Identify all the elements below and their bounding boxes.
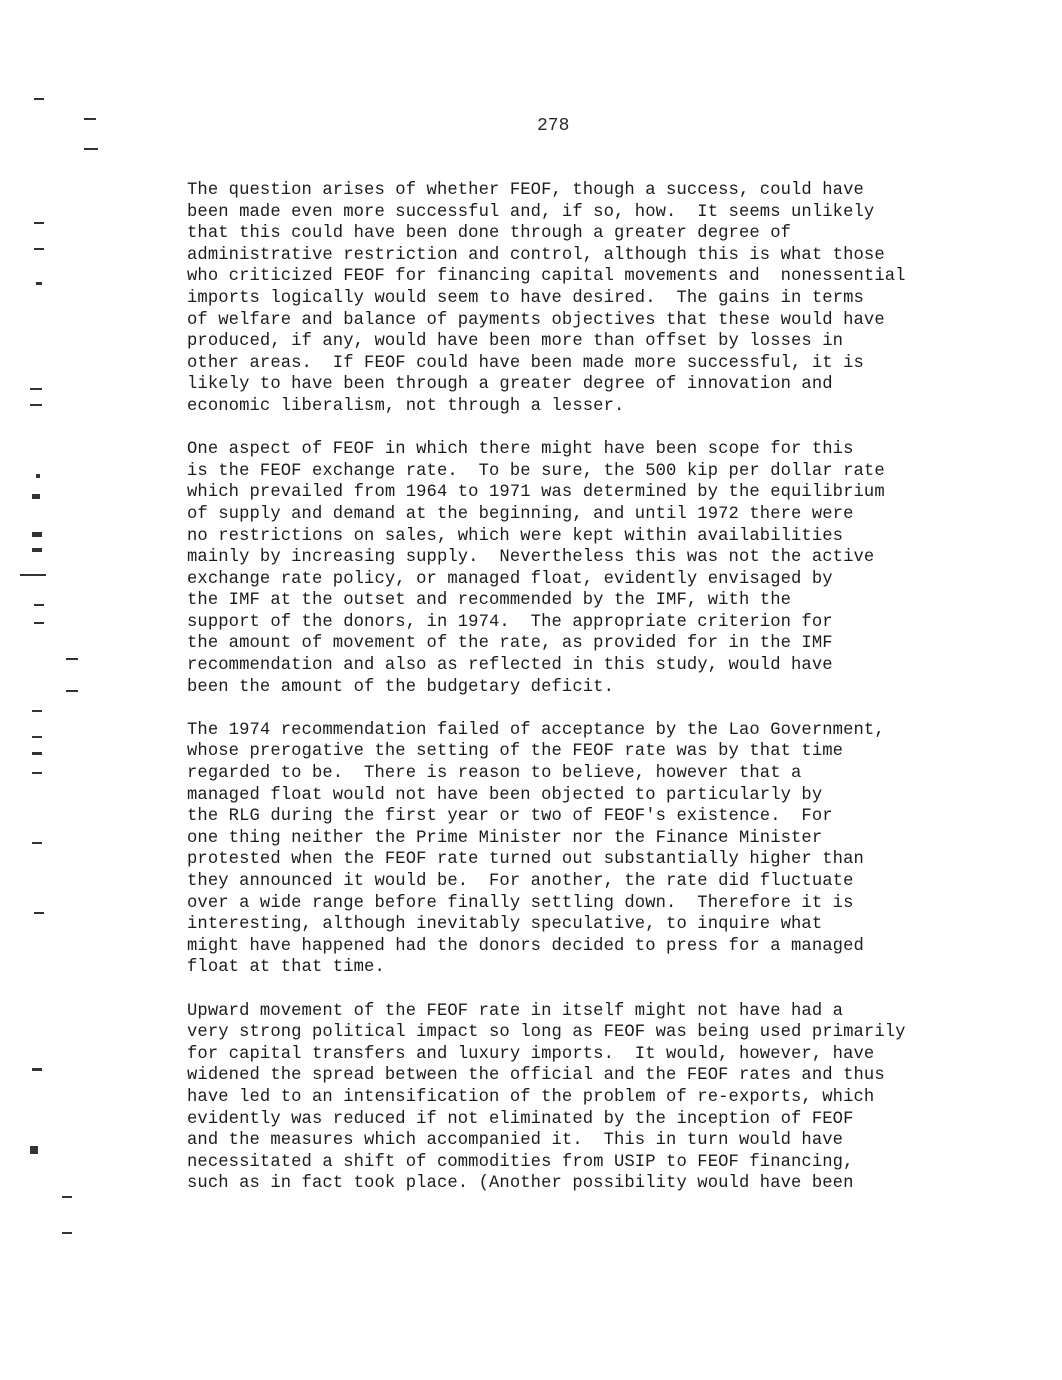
text-line: have led to an intensification of the problem of re-exports, which: [187, 1087, 875, 1107]
text-line: of supply and demand at the beginning, and until 1972 there were: [187, 504, 854, 524]
scan-artifact: [34, 222, 44, 224]
scan-artifact: [34, 622, 44, 624]
text-line: they announced it would be. For another, the rate did fluctuate: [187, 872, 854, 891]
scan-artifact: [32, 1068, 42, 1071]
scan-artifact: [66, 658, 78, 660]
text-line: the RLG during the first year or two of FEOF's existence. For: [187, 807, 833, 827]
scan-artifact: [32, 494, 40, 499]
text-line: who criticized FEOF for financing capital movements and nonessential: [187, 267, 906, 287]
text-line: might have happened had the donors decided to press for a managed: [187, 936, 864, 956]
scan-artifact: [34, 604, 44, 606]
scan-artifact: [30, 1146, 38, 1154]
text-line: one thing neither the Prime Minister nor the Finance Minister: [187, 828, 823, 848]
text-line: regarded to be. There is reason to believe, however that a: [187, 764, 802, 784]
text-line: such as in fact took place. (Another possibility would have been: [187, 1174, 854, 1194]
paragraph-1: [187, 180, 947, 418]
text-line: other areas. If FEOF could have been made more successful, it is: [187, 353, 864, 373]
text-line: administrative restriction and control, although this is what those: [187, 245, 885, 265]
scan-artifact: [20, 574, 46, 576]
text-line: is the FEOF exchange rate. To be sure, the 500 kip per dollar rate: [187, 461, 885, 481]
scan-artifact: [32, 736, 42, 738]
text-line: for capital transfers and luxury imports. It would, however, have: [187, 1044, 875, 1064]
text-line: Upward movement of the FEOF rate in itself might not have had a: [187, 1001, 844, 1021]
scan-artifact: [62, 1196, 72, 1198]
text-line: necessitated a shift of commodities from USIP to FEOF financing,: [187, 1152, 854, 1172]
scan-artifact: [32, 548, 42, 552]
scan-artifact: [32, 772, 42, 774]
scan-artifact: [34, 248, 44, 250]
text-line: likely to have been through a greater degree of innovation and: [187, 375, 833, 395]
text-line: been made even more successful and, if so, how. It seems unlikely: [187, 202, 875, 222]
scan-artifact: [32, 532, 42, 537]
text-line: been the amount of the budgetary deficit.: [187, 677, 614, 697]
scan-artifact: [32, 710, 42, 712]
text-line: The question arises of whether FEOF, though a success, could have: [187, 181, 864, 200]
text-line: float at that time.: [187, 958, 385, 978]
text-line: no restrictions on sales, which were kept within availabilities: [187, 526, 844, 546]
scan-artifact: [66, 690, 78, 692]
text-line: One aspect of FEOF in which there might have been scope for this: [187, 440, 854, 460]
text-line: managed float would not have been objected to particularly by: [187, 785, 823, 805]
text-line: support of the donors, in 1974. The appropriate criterion for: [187, 612, 833, 632]
scan-artifact: [84, 148, 98, 150]
scan-artifact: [34, 98, 44, 100]
text-line: the IMF at the outset and recommended by the IMF, with the: [187, 591, 792, 611]
text-line: produced, if any, would have been more than offset by losses in: [187, 332, 844, 352]
text-line: and the measures which accompanied it. This in turn would have: [187, 1131, 844, 1151]
scan-artifact: [34, 912, 44, 914]
paragraph-3: [187, 720, 947, 979]
text-line: mainly by increasing supply. Nevertheless this was not the active: [187, 548, 875, 568]
text-line: economic liberalism, not through a lesser.: [187, 396, 625, 416]
scan-artifact: [30, 388, 42, 390]
text-line: widened the spread between the official and the FEOF rates and thus: [187, 1066, 885, 1086]
page-number: 278: [537, 116, 570, 136]
paragraph-2: [187, 439, 947, 698]
scan-artifact: [84, 118, 96, 120]
text-line: which prevailed from 1964 to 1971 was determined by the equilibrium: [187, 483, 885, 503]
text-line: protested when the FEOF rate turned out substantially higher than: [187, 850, 864, 870]
text-line: very strong political impact so long as FEOF was being used primarily: [187, 1023, 906, 1043]
text-line: imports logically would seem to have desired. The gains in terms: [187, 288, 864, 308]
text-line: exchange rate policy, or managed float, evidently envisaged by: [187, 569, 833, 589]
scan-artifact: [36, 282, 42, 285]
text-line: of welfare and balance of payments objectives that these would have: [187, 310, 885, 330]
scan-artifact: [36, 474, 40, 478]
scan-artifact: [62, 1232, 72, 1234]
text-line: The 1974 recommendation failed of acceptance by the Lao Government,: [187, 720, 885, 740]
scan-artifact: [32, 842, 42, 844]
scan-artifact: [30, 404, 42, 406]
text-line: whose prerogative the setting of the FEOF rate was by that time: [187, 742, 844, 762]
text-line: recommendation and also as reflected in this study, would have: [187, 656, 833, 676]
scan-artifact: [32, 752, 42, 755]
text-line: evidently was reduced if not eliminated by the inception of FEOF: [187, 1109, 854, 1129]
text-line: that this could have been done through a greater degree of: [187, 224, 792, 244]
text-line: the amount of movement of the rate, as provided for in the IMF: [187, 634, 833, 654]
body-text: [187, 180, 947, 1217]
text-line: interesting, although inevitably speculative, to inquire what: [187, 915, 823, 935]
paragraph-4: [187, 1001, 947, 1195]
text-line: over a wide range before finally settling down. Therefore it is: [187, 893, 854, 913]
